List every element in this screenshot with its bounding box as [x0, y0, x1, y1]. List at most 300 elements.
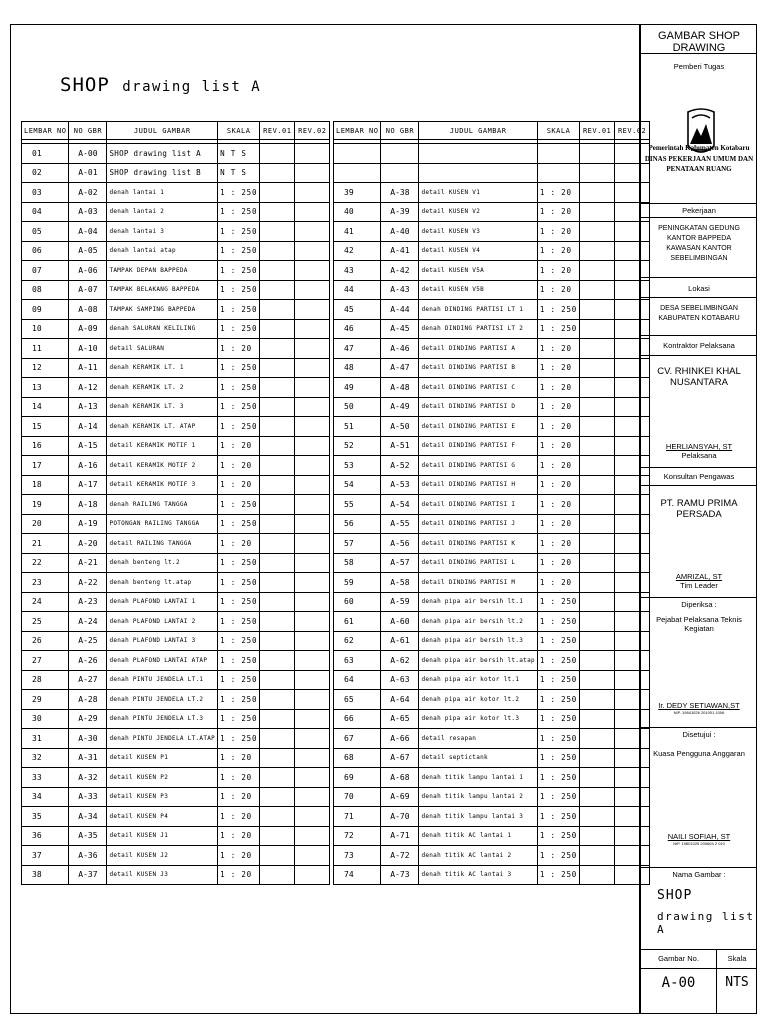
drawing-title: denah PINTU JENDELA LT.3 [107, 709, 218, 729]
konsultan-section [641, 486, 757, 598]
table-row [334, 768, 650, 788]
drawing-no: A-43 [381, 280, 419, 300]
sheet-no: 73 [334, 846, 381, 866]
rev02-cell [295, 768, 330, 788]
drawing-title: detail KUSEN V5A [419, 261, 537, 281]
rev01-cell [260, 261, 295, 281]
table-row [334, 826, 650, 846]
sheet-no: 55 [334, 495, 381, 515]
drawing-title: detail KUSEN V1 [419, 183, 537, 203]
drawing-no: A-28 [69, 690, 107, 710]
table-row [22, 358, 330, 378]
drawing-no: A-33 [69, 787, 107, 807]
sheet-no: 71 [334, 807, 381, 827]
sheet-no: 13 [22, 378, 69, 398]
table-row [334, 670, 650, 690]
sheet-no: 72 [334, 826, 381, 846]
table-row [334, 846, 650, 866]
drawing-no: A-40 [381, 222, 419, 242]
sheet-no: 14 [22, 397, 69, 417]
panel-header: GAMBAR SHOP DRAWING [641, 24, 757, 54]
rev01-cell [260, 690, 295, 710]
table-row [22, 748, 330, 768]
drawing-scale: 1 : 250 [218, 280, 260, 300]
drawing-scale: 1 : 250 [537, 826, 579, 846]
sheet-no: 04 [22, 202, 69, 222]
rev01-cell [260, 280, 295, 300]
table-row [22, 222, 330, 242]
drawing-no: A-45 [381, 319, 419, 339]
drawing-scale: 1 : 20 [537, 495, 579, 515]
rev01-cell [580, 163, 615, 183]
table-row [334, 183, 650, 203]
drawing-no: A-30 [69, 729, 107, 749]
lokasi-section [641, 298, 757, 336]
col-header-rev2: REV.02 [615, 122, 650, 140]
drawing-scale: 1 : 20 [537, 261, 579, 281]
drawing-no: A-09 [69, 319, 107, 339]
col-header-scale: SKALA [537, 122, 579, 140]
konsultan-label-box [641, 468, 757, 486]
rev01-cell [260, 163, 295, 183]
pemberi-label: Pemberi Tugas [673, 62, 725, 71]
table-row [334, 202, 650, 222]
drawing-scale [537, 163, 579, 183]
col-header-no: LEMBAR NO [334, 122, 381, 140]
sheet-no: 17 [22, 456, 69, 476]
drawing-no: A-51 [381, 436, 419, 456]
drawing-no: A-23 [69, 592, 107, 612]
drawing-scale: 1 : 20 [537, 358, 579, 378]
sheet-no: 05 [22, 222, 69, 242]
sheet-no: 37 [22, 846, 69, 866]
table-row [22, 144, 330, 164]
rev02-cell [295, 300, 330, 320]
col-header-no: LEMBAR NO [22, 122, 69, 140]
rev02-cell [295, 690, 330, 710]
gambar-no-cell [641, 950, 717, 1014]
drawing-no: A-34 [69, 807, 107, 827]
drawing-no: A-21 [69, 553, 107, 573]
table-row [22, 709, 330, 729]
sheet-no: 06 [22, 241, 69, 261]
drawing-no: A-54 [381, 495, 419, 515]
rev02-cell [295, 514, 330, 534]
drawing-no: A-67 [381, 748, 419, 768]
drawing-no: A-15 [69, 436, 107, 456]
drawing-scale: 1 : 20 [537, 339, 579, 359]
drawing-scale: 1 : 250 [218, 261, 260, 281]
drawing-scale: 1 : 250 [537, 729, 579, 749]
diperiksa-role: Pejabat Pelaksana Teknis Kegiatan [656, 615, 742, 633]
rev02-cell [295, 631, 330, 651]
disetujui-nip: NIP. 19801025 200604 2 010 [673, 841, 725, 846]
sheet-no: 08 [22, 280, 69, 300]
rev02-cell [295, 865, 330, 885]
rev02-cell [295, 163, 330, 183]
pekerjaan-section [641, 218, 757, 278]
drawing-no: A-65 [381, 709, 419, 729]
sheet-no: 01 [22, 144, 69, 164]
sheet-no: 02 [22, 163, 69, 183]
drawing-no: A-03 [69, 202, 107, 222]
drawing-scale: 1 : 250 [218, 202, 260, 222]
pelaksana-name: HERLIANSYAH, ST [665, 442, 733, 451]
drawing-scale: 1 : 250 [218, 378, 260, 398]
drawing-title: detail DINDING PARTISI L [419, 553, 537, 573]
drawing-title: denah pipa air bersih lt.2 [419, 612, 537, 632]
drawing-no: A-52 [381, 456, 419, 476]
drawing-scale: 1 : 250 [218, 358, 260, 378]
drawing-title: detail RAILING TANGGA [107, 534, 218, 554]
rev01-cell [580, 631, 615, 651]
drawing-title: detail KUSEN J1 [107, 826, 218, 846]
rev02-cell [295, 144, 330, 164]
drawing-title: detail KUSEN P3 [107, 787, 218, 807]
rev01-cell [580, 612, 615, 632]
diperiksa-section [641, 598, 757, 728]
drawing-title: denah pipa air bersih lt.1 [419, 592, 537, 612]
table-row [22, 631, 330, 651]
drawing-scale: 1 : 250 [218, 514, 260, 534]
drawing-scale: 1 : 20 [218, 436, 260, 456]
drawing-scale: 1 : 20 [218, 826, 260, 846]
sheet-no: 59 [334, 573, 381, 593]
rev02-cell [295, 787, 330, 807]
disetujui-name: NAILI SOFIAH, ST [667, 832, 731, 841]
drawing-no: A-05 [69, 241, 107, 261]
rev01-cell [260, 787, 295, 807]
rev01-cell [580, 144, 615, 164]
gambar-no-section [641, 950, 757, 1014]
table-row [334, 573, 650, 593]
rev01-cell [260, 514, 295, 534]
drawing-scale: 1 : 20 [218, 787, 260, 807]
table-row [334, 339, 650, 359]
kontraktor-label-box [641, 336, 757, 356]
sheet-no: 44 [334, 280, 381, 300]
rev01-cell [580, 456, 615, 476]
table-row [334, 456, 650, 476]
table-row [334, 748, 650, 768]
rev01-cell [580, 280, 615, 300]
drawing-no: A-55 [381, 514, 419, 534]
drawing-title: detail septictank [419, 748, 537, 768]
drawing-title: detail DINDING PARTISI I [419, 495, 537, 515]
drawing-scale: 1 : 250 [537, 865, 579, 885]
drawing-title: detail KUSEN V3 [419, 222, 537, 242]
lokasi-label: Lokasi [688, 284, 710, 293]
drawing-title: detail SALURAN [107, 339, 218, 359]
rev02-cell [295, 573, 330, 593]
table-row [22, 690, 330, 710]
konsultan-name: PT. RAMU PRIMA PERSADA [660, 498, 738, 520]
drawing-no: A-42 [381, 261, 419, 281]
rev01-cell [580, 495, 615, 515]
rev01-cell [260, 144, 295, 164]
drawing-scale: 1 : 250 [218, 631, 260, 651]
table-row [334, 397, 650, 417]
konsultan-label: Konsultan Pengawas [663, 472, 735, 481]
table-row [22, 417, 330, 437]
sheet-no: 30 [22, 709, 69, 729]
nama-gambar-section [641, 868, 757, 950]
drawing-scale: 1 : 250 [218, 670, 260, 690]
drawing-title: TAMPAK BELAKANG BAPPEDA [107, 280, 218, 300]
rev02-cell [295, 319, 330, 339]
rev01-cell [580, 319, 615, 339]
sheet-no: 21 [22, 534, 69, 554]
drawing-no: A-26 [69, 651, 107, 671]
sheet-no: 12 [22, 358, 69, 378]
rev02-cell [295, 826, 330, 846]
drawing-no: A-64 [381, 690, 419, 710]
drawing-title: detail DINDING PARTISI K [419, 534, 537, 554]
drawing-title: denah benteng lt.atap [107, 573, 218, 593]
table-row [334, 241, 650, 261]
rev02-cell [295, 261, 330, 281]
sheet-no: 28 [22, 670, 69, 690]
disetujui-label: Disetujui : [682, 730, 716, 739]
rev02-cell [295, 378, 330, 398]
table-row [334, 553, 650, 573]
sheet-no: 64 [334, 670, 381, 690]
drawing-title: detail DINDING PARTISI E [419, 417, 537, 437]
rev01-cell [580, 261, 615, 281]
pekerjaan-line-3: KAWASAN KANTOR SEBELIMBINGAN [666, 245, 732, 262]
sheet-no: 47 [334, 339, 381, 359]
drawing-scale: 1 : 250 [537, 319, 579, 339]
rev01-cell [260, 495, 295, 515]
sheet-no: 24 [22, 592, 69, 612]
drawing-scale: 1 : 250 [537, 690, 579, 710]
table-row [22, 514, 330, 534]
kontraktor-section [641, 356, 757, 468]
drawing-no: A-66 [381, 729, 419, 749]
disetujui-section [641, 728, 757, 868]
drawing-title: detail KERAMIK MOTIF 1 [107, 436, 218, 456]
page-title: SHOP drawing list A [60, 74, 262, 96]
table-row [334, 807, 650, 827]
drawing-no: A-19 [69, 514, 107, 534]
drawing-title: detail KUSEN P2 [107, 768, 218, 788]
drawing-no: A-56 [381, 534, 419, 554]
drawing-title: denah pipa air bersih lt.atap [419, 651, 537, 671]
drawing-title: detail KUSEN V4 [419, 241, 537, 261]
drawing-no: A-46 [381, 339, 419, 359]
drawing-scale: 1 : 250 [537, 612, 579, 632]
rev02-cell [295, 436, 330, 456]
rev02-cell [295, 183, 330, 203]
rev02-cell [295, 807, 330, 827]
drawing-title: detail KUSEN V2 [419, 202, 537, 222]
table-row [22, 241, 330, 261]
table-row [22, 456, 330, 476]
rev01-cell [260, 573, 295, 593]
rev02-cell [295, 397, 330, 417]
rev01-cell [580, 514, 615, 534]
drawing-title: denah titik lampu lantai 2 [419, 787, 537, 807]
drawing-title: denah titik lampu lantai 1 [419, 768, 537, 788]
table-row [22, 261, 330, 281]
sheet-no: 22 [22, 553, 69, 573]
col-header-scale: SKALA [218, 122, 260, 140]
drawing-no: A-32 [69, 768, 107, 788]
rev01-cell [580, 865, 615, 885]
rev01-cell [260, 534, 295, 554]
drawing-scale: N T S [218, 144, 260, 164]
drawing-scale: 1 : 20 [537, 553, 579, 573]
table-row [334, 144, 650, 164]
drawing-scale: 1 : 250 [218, 612, 260, 632]
drawing-scale: 1 : 250 [537, 592, 579, 612]
drawing-scale: 1 : 20 [537, 202, 579, 222]
table-row [22, 612, 330, 632]
drawing-no: A-01 [69, 163, 107, 183]
drawing-title: denah lantai 1 [107, 183, 218, 203]
drawing-no: A-00 [69, 144, 107, 164]
table-row [334, 436, 650, 456]
rev01-cell [580, 378, 615, 398]
drawing-scale: 1 : 250 [537, 709, 579, 729]
sheet-no: 62 [334, 631, 381, 651]
rev02-cell [295, 612, 330, 632]
sheet-no: 09 [22, 300, 69, 320]
gambar-no-value: A-00 [661, 975, 696, 991]
rev02-cell [295, 202, 330, 222]
drawing-no: A-70 [381, 807, 419, 827]
rev01-cell [260, 417, 295, 437]
drawing-title: detail KUSEN V5B [419, 280, 537, 300]
rev01-cell [260, 475, 295, 495]
col-header-gbr: NO GBR [69, 122, 107, 140]
table-row [334, 358, 650, 378]
drawing-title: denah DINDING PARTISI LT 2 [419, 319, 537, 339]
col-header-title: JUDUL GAMBAR [107, 122, 218, 140]
rev02-cell [295, 670, 330, 690]
sheet-no: 70 [334, 787, 381, 807]
drawing-no: A-06 [69, 261, 107, 281]
rev01-cell [580, 475, 615, 495]
table-row [22, 865, 330, 885]
drawing-no: A-44 [381, 300, 419, 320]
drawing-scale: 1 : 20 [218, 748, 260, 768]
drawing-no: A-24 [69, 612, 107, 632]
drawing-no: A-48 [381, 378, 419, 398]
sheet-no: 15 [22, 417, 69, 437]
drawing-no: A-50 [381, 417, 419, 437]
rev01-cell [580, 241, 615, 261]
drawing-title: detail DINDING PARTISI G [419, 456, 537, 476]
drawing-title: SHOP drawing list B [107, 163, 218, 183]
drawing-no: A-49 [381, 397, 419, 417]
rev02-cell [295, 553, 330, 573]
sheet-no: 63 [334, 651, 381, 671]
gambar-no-label: Gambar No. [658, 954, 699, 963]
drawing-no: A-60 [381, 612, 419, 632]
drawing-title: detail KUSEN P4 [107, 807, 218, 827]
drawing-title: SHOP drawing list A [107, 144, 218, 164]
sheet-no: 60 [334, 592, 381, 612]
rev01-cell [260, 456, 295, 476]
drawing-scale: 1 : 250 [218, 573, 260, 593]
table-row [22, 339, 330, 359]
drawing-scale: 1 : 20 [537, 573, 579, 593]
nama-gambar-line-1: SHOP [657, 888, 693, 903]
rev02-cell [295, 592, 330, 612]
drawing-scale: 1 : 250 [537, 768, 579, 788]
drawing-title: denah RAILING TANGGA [107, 495, 218, 515]
rev01-cell [260, 222, 295, 242]
sheet-no: 66 [334, 709, 381, 729]
drawing-scale: 1 : 250 [537, 300, 579, 320]
rev01-cell [260, 397, 295, 417]
drawing-no: A-04 [69, 222, 107, 242]
nama-gambar-line-2: drawing list A [657, 910, 755, 936]
drawing-scale: 1 : 20 [537, 378, 579, 398]
rev01-cell [260, 436, 295, 456]
drawing-scale: 1 : 250 [537, 631, 579, 651]
drawing-scale: 1 : 250 [218, 397, 260, 417]
rev01-cell [260, 826, 295, 846]
sheet-no: 56 [334, 514, 381, 534]
drawing-no: A-11 [69, 358, 107, 378]
sheet-no: 67 [334, 729, 381, 749]
sheet-no: 52 [334, 436, 381, 456]
table-row [334, 495, 650, 515]
drawing-title: denah titik AC lantai 3 [419, 865, 537, 885]
col-header-rev1: REV.01 [580, 122, 615, 140]
table-row [334, 651, 650, 671]
rev02-cell [295, 709, 330, 729]
rev02-cell [295, 651, 330, 671]
col-header-title: JUDUL GAMBAR [419, 122, 537, 140]
drawing-scale: 1 : 250 [218, 319, 260, 339]
sheet-no: 51 [334, 417, 381, 437]
table-row [334, 163, 650, 183]
table-row [22, 573, 330, 593]
table-row [22, 826, 330, 846]
table-row [334, 787, 650, 807]
rev01-cell [580, 670, 615, 690]
table-row [22, 553, 330, 573]
drawing-scale: 1 : 250 [218, 690, 260, 710]
drawing-scale: 1 : 250 [537, 787, 579, 807]
skala-value: NTS [725, 975, 749, 990]
drawing-no: A-17 [69, 475, 107, 495]
drawing-scale: 1 : 250 [218, 300, 260, 320]
rev01-cell [260, 631, 295, 651]
rev01-cell [260, 183, 295, 203]
table-row [22, 534, 330, 554]
drawing-no: A-16 [69, 456, 107, 476]
drawing-no: A-18 [69, 495, 107, 515]
sheet-no: 58 [334, 553, 381, 573]
table-row [22, 729, 330, 749]
rev02-cell [295, 241, 330, 261]
kontraktor-label: Kontraktor Pelaksana [663, 341, 735, 350]
rev02-cell [295, 222, 330, 242]
sheet-no: 11 [22, 339, 69, 359]
rev02-cell [295, 748, 330, 768]
drawing-title: detail KERAMIK MOTIF 2 [107, 456, 218, 476]
sheet-no: 19 [22, 495, 69, 515]
rev01-cell [260, 202, 295, 222]
drawing-title: denah lantai 2 [107, 202, 218, 222]
drawing-no: A-12 [69, 378, 107, 398]
drawing-no: A-63 [381, 670, 419, 690]
rev01-cell [580, 592, 615, 612]
